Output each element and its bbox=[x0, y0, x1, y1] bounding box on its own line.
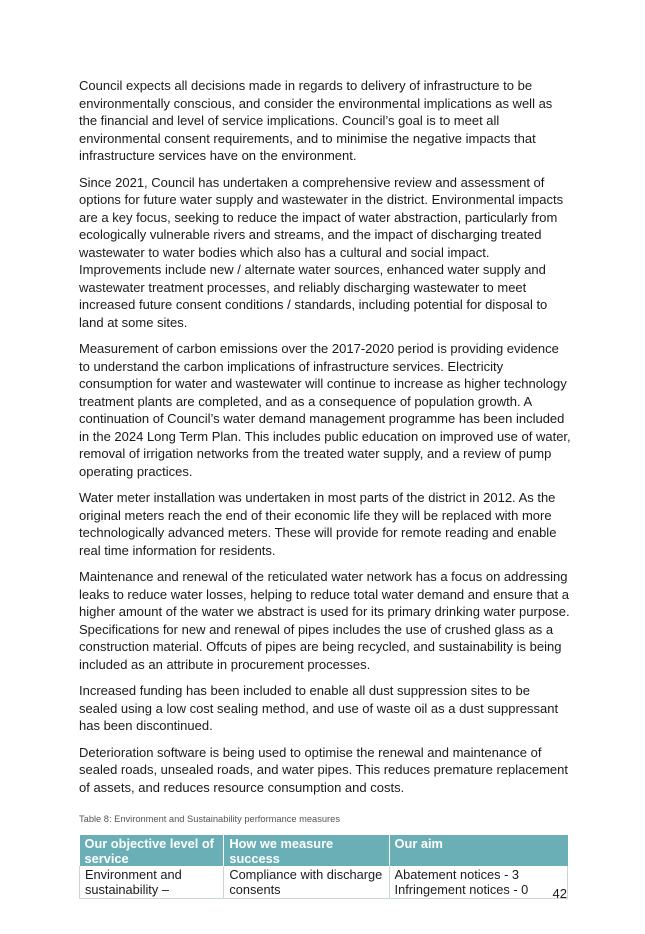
paragraph-water-review: Since 2021, Council has undertaken a comprehensive review and assessment of options for future water supply and wastewater in the district. Environmental impacts are a key focus, seeking to reduce the impact of water abstraction, particularly from ecologically vulnerable rivers and streams, and the impact of discharging treated wastewater to water bodies which also has a cultural and social impact. Improvements include new / alternate water sources, enhanced water supply and wastewater treatment processes, and reliably discharging wastewater to meet increased future consent conditions / standards, including potential for disposal to land at some sites. bbox=[79, 174, 564, 330]
paragraph-water-meters: Water meter installation was undertaken in most parts of the district in 2012. As the original meters reach the end of their economic life they will be replaced with more technologically advanced meters. These will provide for remote reading and enable real time information for residents. bbox=[79, 490, 557, 558]
paragraph-intro: Council expects all decisions made in regards to delivery of infrastructure to be environmentally conscious, and consider the environmental implications as well as the financial and level of service implications. Council’s goal is to meet all environmental consent requirements, and to minimise the negative impacts that infrastructure services have on the environment. bbox=[79, 78, 553, 163]
paragraph-carbon: Measurement of carbon emissions over the 2017-2020 period is providing evidence to understand the carbon implications of infrastructure services. Electricity consumption for water and wastewater will continue to increase as higher technology treatment plants are completed, and as a consequence of population growth. A continuation of Council’s water demand management programme has been included in the 2024 Long Term Plan. This includes public education on improved use of water, removal of irrigation networks from the treated water supply, and a review of pump operating practices. bbox=[79, 341, 571, 479]
cell-measure: Compliance with discharge consents bbox=[224, 866, 389, 899]
header-aim: Our aim bbox=[389, 835, 567, 866]
header-measure: How we measure success bbox=[224, 835, 389, 866]
header-objective: Our objective level of service bbox=[80, 835, 224, 866]
cell-objective: Environment and sustainability – bbox=[80, 866, 224, 899]
page-number: 42 bbox=[552, 886, 567, 901]
performance-measures-table bbox=[79, 835, 568, 899]
aim-infringement: Infringement notices - 0 bbox=[394, 882, 529, 897]
aim-abatement: Abatement notices - 3 bbox=[394, 867, 520, 882]
paragraph-maintenance: Maintenance and renewal of the reticulated water network has a focus on addressing leaks to reduce water losses, helping to reduce total water demand and ensure that a higher amount of the water we abstract is used for its primary drinking water purpose. Specifications for new and renewal of pipes includes the use of crushed glass as a construction material. Offcuts of pipes are being recycled, and sustainability is being included as an attribute in procurement processes. bbox=[79, 569, 570, 672]
table-caption: Table 8: Environment and Sustainability performance measures bbox=[79, 814, 340, 824]
table-row bbox=[80, 866, 568, 899]
cell-aim bbox=[389, 866, 567, 899]
page-content bbox=[79, 77, 571, 899]
table-header-row bbox=[80, 835, 568, 866]
paragraph-dust-suppression: Increased funding has been included to enable all dust suppression sites to be sealed using a low cost sealing method, and use of waste oil as a dust suppressant has been discontinued. bbox=[79, 683, 559, 733]
paragraph-deterioration-software: Deterioration software is being used to optimise the renewal and maintenance of sealed roads, unsealed roads, and water pipes. This reduces premature replacement of assets, and reduces resource consumption and costs. bbox=[79, 744, 568, 795]
